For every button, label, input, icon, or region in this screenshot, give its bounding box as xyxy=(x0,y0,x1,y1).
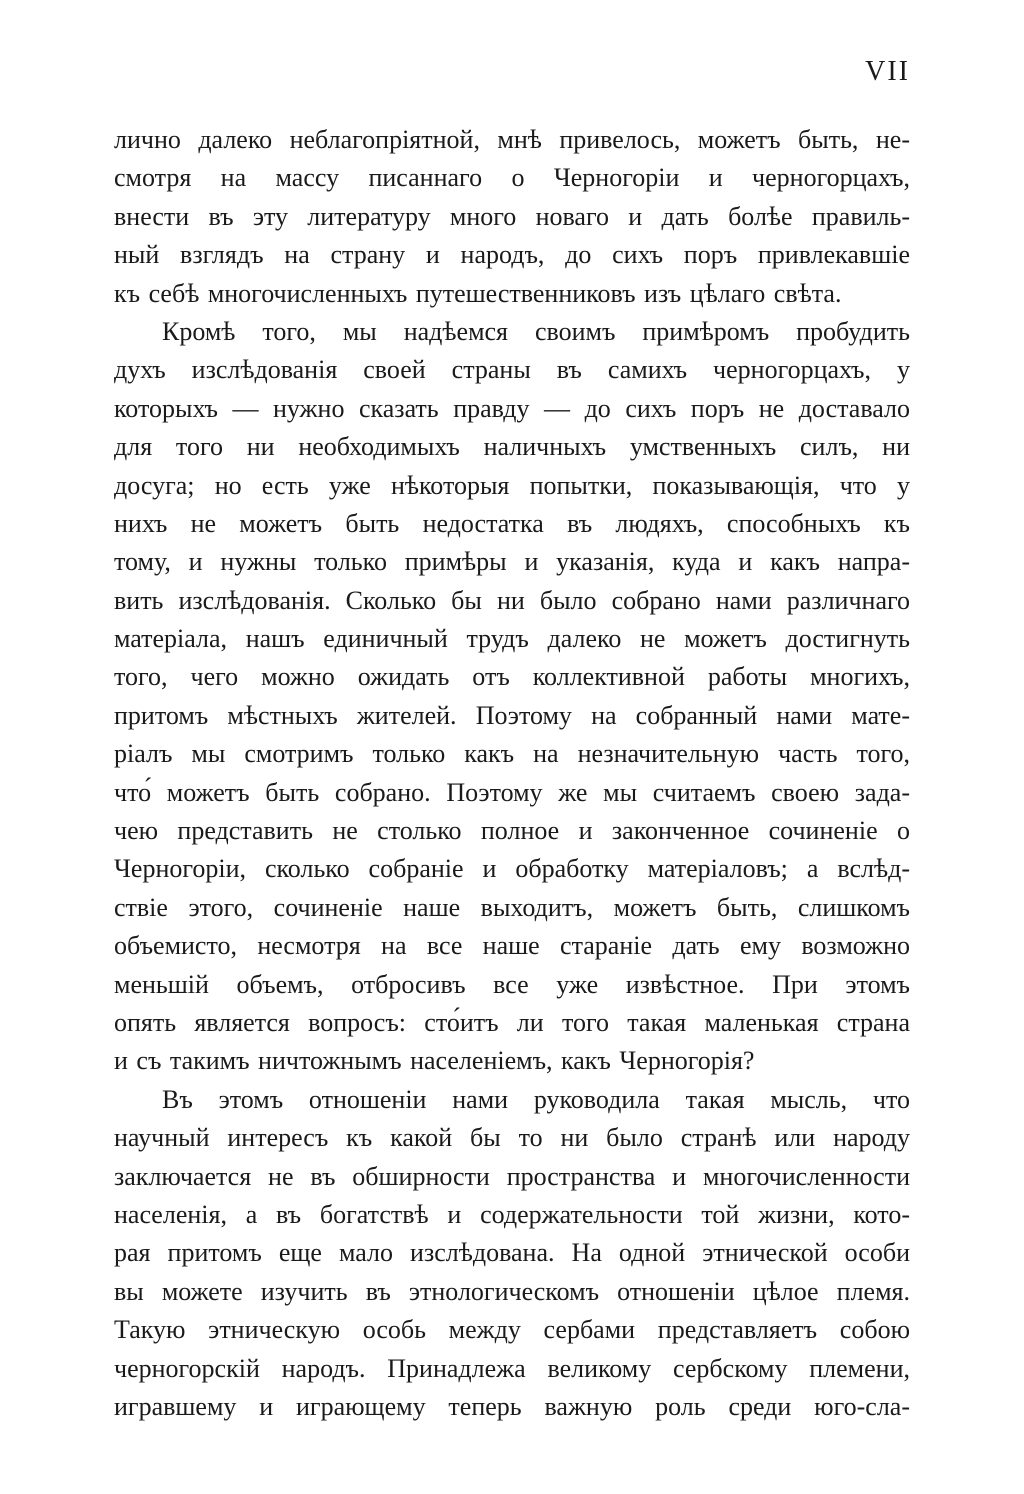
text-line: рая притомъ еще мало изслѣдована. На одной этнической особи xyxy=(114,1238,910,1268)
text-line: игравшему и играющему теперь важную роль среди юго-сла- xyxy=(114,1391,910,1421)
text-line: чею представить не столько полное и законченное сочиненіе о xyxy=(114,816,910,846)
text-line: заключается не въ обширности пространства и многочисленности xyxy=(114,1161,910,1191)
text-line: къ себѣ многочисленныхъ путешественниковъ изъ цѣлаго свѣта. xyxy=(114,278,842,308)
text-line: меньшій объемъ, отбросивъ все уже извѣстное. При этомъ xyxy=(114,969,910,999)
text-line: досуга; но есть уже нѣкоторыя попытки, показывающія, что у xyxy=(114,470,910,500)
text-line: ріалъ мы смотримъ только какъ на незначительную часть того, xyxy=(114,739,910,769)
text-line: вы можете изучить въ этнологическомъ отношеніи цѣлое племя. xyxy=(114,1276,910,1306)
text-line: и съ такимъ ничтожнымъ населеніемъ, какъ Черногорія? xyxy=(114,1046,755,1076)
text-line: духъ изслѣдованія своей страны въ самихъ черногорцахъ, у xyxy=(114,355,910,385)
text-line: лично далеко неблагопріятной, мнѣ привелось, можетъ быть, не- xyxy=(114,125,910,154)
text-line: Въ этомъ отношеніи нами руководила такая мысль, что xyxy=(162,1084,910,1114)
text-line: что́ можетъ быть собрано. Поэтому же мы считаемъ своею зада- xyxy=(114,777,910,807)
text-line: Кромѣ того, мы надѣемся своимъ примѣромъ пробудить xyxy=(162,316,910,346)
page-number: VII xyxy=(865,56,910,87)
text-line: нихъ не можетъ быть недостатка въ людяхъ, способныхъ къ xyxy=(114,508,910,538)
text-line: смотря на массу писаннаго о Черногоріи и черногорцахъ, xyxy=(114,163,910,193)
text-line: для того ни необходимыхъ наличныхъ умственныхъ силъ, ни xyxy=(114,432,910,462)
text-line: ный взглядъ на страну и народъ, до сихъ поръ привлекавшіе xyxy=(114,240,910,270)
text-line: вить изслѣдованія. Сколько бы ни было собрано нами различнаго xyxy=(114,585,910,615)
text-line: объемисто, несмотря на все наше стараніе дать ему возможно xyxy=(114,931,910,961)
text-line: опять является вопросъ: сто́итъ ли того такая маленькая страна xyxy=(114,1007,910,1037)
text-line: которыхъ — нужно сказать правду — до сихъ поръ не доставало xyxy=(114,393,910,423)
text-line: населенія, а въ богатствѣ и содержательности той жизни, кото- xyxy=(114,1199,910,1229)
text-line: матеріала, нашъ единичный трудъ далеко не можетъ достигнуть xyxy=(114,624,910,654)
body-text xyxy=(114,121,910,1426)
text-line: ствіе этого, сочиненіе наше выходитъ, можетъ быть, слишкомъ xyxy=(114,892,910,922)
text-line: тому, и нужны только примѣры и указанія, куда и какъ напра- xyxy=(114,547,910,577)
text-line: внести въ эту литературу много новаго и дать болѣе правиль- xyxy=(114,201,910,231)
text-line: научный интересъ къ какой бы то ни было странѣ или народу xyxy=(114,1123,910,1153)
text-line: Такую этническую особь между сербами представляетъ собою xyxy=(114,1315,910,1345)
text-line: Черногоріи, сколько собраніе и обработку матеріаловъ; а вслѣд- xyxy=(114,854,910,884)
text-line: черногорскій народъ. Принадлежа великому сербскому племени, xyxy=(114,1353,910,1383)
text-line: притомъ мѣстныхъ жителей. Поэтому на собранный нами мате- xyxy=(114,700,910,730)
text-line: того, чего можно ожидать отъ коллективной работы многихъ, xyxy=(114,662,910,692)
